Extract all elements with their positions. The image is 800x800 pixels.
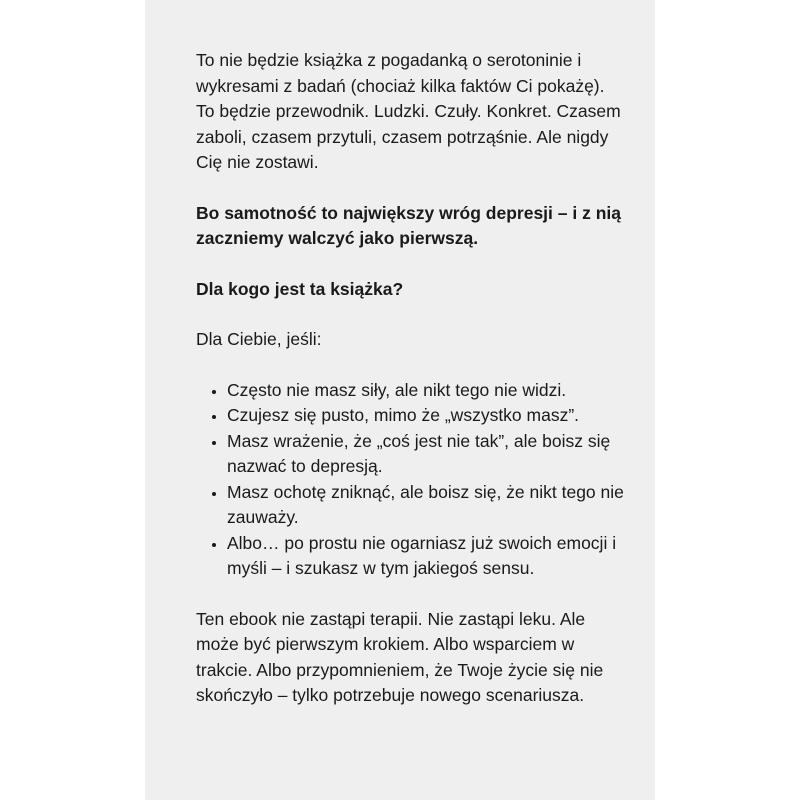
list-item: • Albo… po prostu nie ogarniasz już swoich emocji i myśli – i szukasz w tym jakiegoś sensu. bbox=[227, 531, 626, 582]
list-item: • Masz ochotę zniknąć, ale boisz się, że nikt tego nie zauważy. bbox=[227, 480, 626, 531]
emphasis-paragraph: Bo samotność to największy wróg depresji – i z nią zaczniemy walczyć jako pierwszą. bbox=[196, 202, 621, 248]
audience-list bbox=[196, 378, 626, 582]
intro-paragraph: To nie będzie książka z pogadanką o serotoninie i wykresami z badań (chociaż kilka faktów Ci pokażę). To będzie przewodnik. Ludzki. Czuły. Konkret. Czasem zaboli, czasem przytuli, czasem potrząśnie. Ale nigdy Cię nie zostawi. bbox=[196, 50, 621, 172]
list-item: • Często nie masz siły, ale nikt tego nie widzi. bbox=[227, 378, 626, 404]
section-heading: Dla kogo jest ta książka? bbox=[196, 278, 404, 299]
list-item: • Masz wrażenie, że „coś jest nie tak”, ale boisz się nazwać to depresją. bbox=[227, 429, 626, 480]
ebook-page bbox=[145, 0, 655, 800]
list-lead: Dla Ciebie, jeśli: bbox=[196, 329, 322, 349]
list-item: • Czujesz się pusto, mimo że „wszystko masz”. bbox=[227, 403, 626, 429]
page-content bbox=[196, 48, 626, 734]
closing-paragraph: Ten ebook nie zastąpi terapii. Nie zastąpi leku. Ale może być pierwszym krokiem. Albo wsparciem w trakcie. Albo przypomnieniem, że Twoje życie się nie skończyło – tylko potrzebuje nowego scenariusza. bbox=[196, 608, 604, 705]
